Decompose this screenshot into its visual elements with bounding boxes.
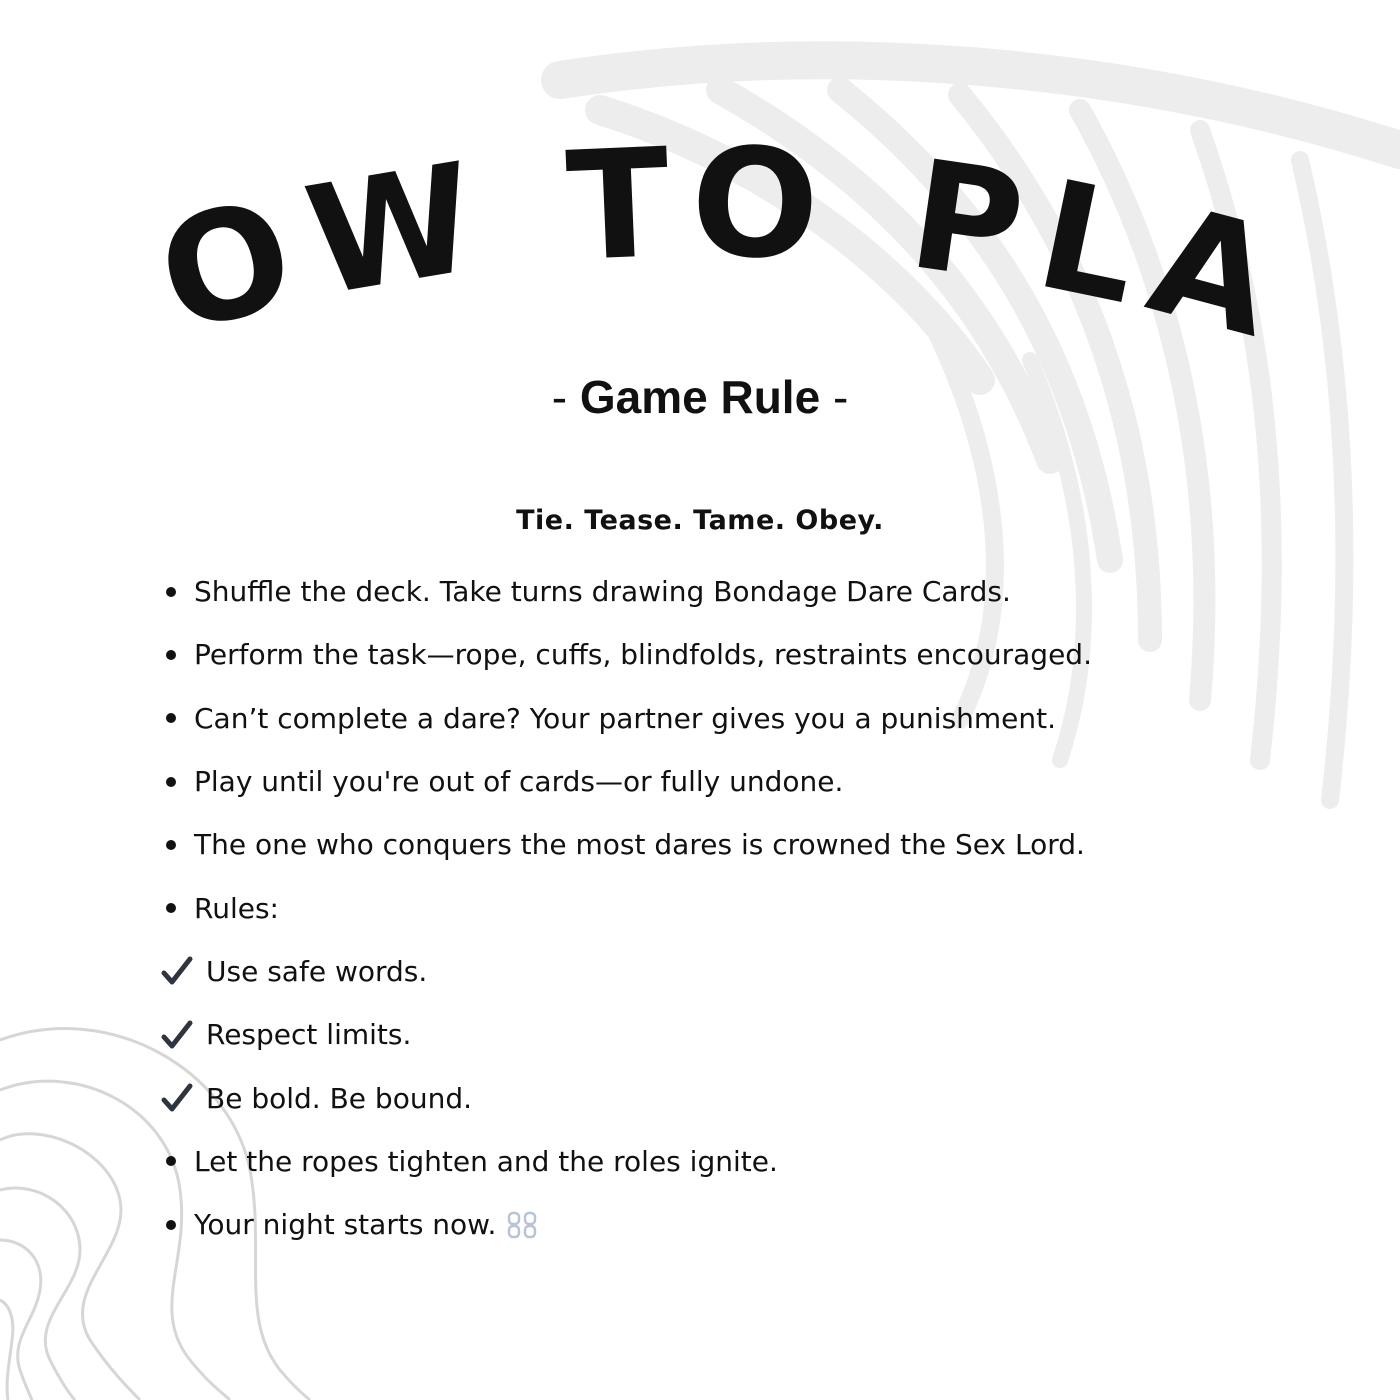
rule-item: [160, 687, 1310, 750]
bullet-icon: [166, 713, 176, 723]
rule-text: Respect limits.: [206, 1018, 412, 1052]
checkmark-icon: [160, 954, 194, 988]
bullet-icon: [166, 840, 176, 850]
rule-item: [160, 750, 1310, 813]
rule-item: [160, 1193, 1310, 1256]
bullet-icon: [166, 650, 176, 660]
rule-check-item: [160, 940, 1310, 1003]
rule-text: Can’t complete a dare? Your partner gives you a punishment.: [194, 701, 1057, 735]
rules-list: [160, 560, 1310, 1256]
bullet-icon: [166, 1156, 176, 1166]
svg-text:HOW TO PLAY: [0, 90, 1294, 372]
bullet-icon: [166, 777, 176, 787]
rule-text: Be bold. Be bound.: [206, 1081, 472, 1115]
title-text: OW TO PLA: [142, 115, 1295, 373]
chain-icon: [506, 1210, 540, 1240]
bullet-icon: [166, 903, 176, 913]
rule-text: Play until you're out of cards—or fully undone.: [194, 765, 844, 799]
bullet-icon: [166, 1220, 176, 1230]
rule-text: The one who conquers the most dares is crowned the Sex Lord.: [194, 828, 1085, 862]
tagline: Tie. Tease. Tame. Obey.: [516, 505, 884, 536]
rule-item: [160, 560, 1310, 623]
rule-text: Your night starts now.: [194, 1208, 497, 1242]
bullet-icon: [166, 587, 176, 597]
rule-item: [160, 876, 1310, 939]
rule-item: [160, 1130, 1310, 1193]
rule-text: Perform the task—rope, cuffs, blindfolds, restraints encouraged.: [194, 638, 1092, 672]
subtitle-dash-left: -: [551, 371, 568, 423]
rule-text: Shuffle the deck. Take turns drawing Bondage Dare Cards.: [194, 575, 1011, 609]
checkmark-icon: [160, 1018, 194, 1052]
checkmark-icon: [160, 1081, 194, 1115]
rule-item: [160, 813, 1310, 876]
page-title: [0, 90, 1400, 410]
rule-check-item: [160, 1066, 1310, 1129]
rule-check-item: [160, 1003, 1310, 1066]
game-rule-subtitle: [0, 370, 1400, 424]
rule-text: Let the ropes tighten and the roles ignite.: [194, 1144, 778, 1178]
subtitle-text: Game Rule: [579, 371, 821, 423]
subtitle-dash-right: -: [832, 371, 849, 423]
rule-text: Use safe words.: [206, 954, 428, 988]
rule-item: [160, 623, 1310, 686]
rule-text: Rules:: [194, 891, 279, 925]
